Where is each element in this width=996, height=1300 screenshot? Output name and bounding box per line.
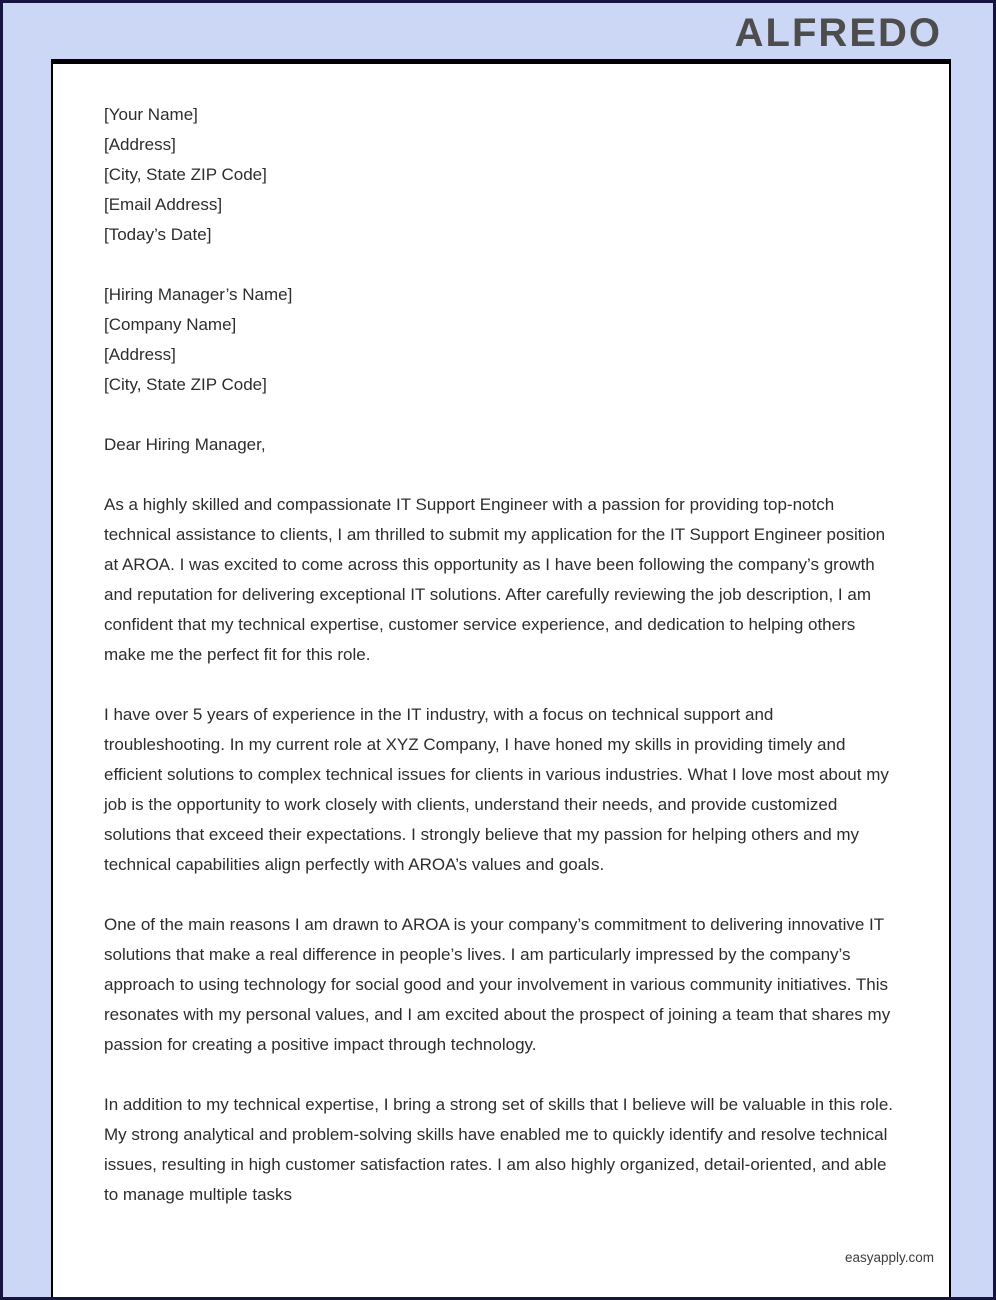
sender-name-line: [Your Name]: [104, 105, 198, 124]
sender-date-line: [Today’s Date]: [104, 225, 212, 244]
salutation: Dear Hiring Manager,: [104, 435, 266, 454]
sender-address-block: [104, 100, 894, 250]
recipient-address-block: [104, 280, 894, 400]
paragraph-motivation: One of the main reasons I am drawn to AROA is your company’s commitment to delivering innovative IT solutions that make a real difference in people’s lives. I am particularly impressed by the company’s approach to using technology for social good and your involvement in various community initiatives. This resonates with my personal values, and I am excited about the prospect of joining a team that shares my passion for creating a positive impact through technology.: [104, 915, 891, 1054]
sender-city-line: [City, State ZIP Code]: [104, 165, 267, 184]
recipient-address-line: [Address]: [104, 345, 176, 364]
sender-address-line: [Address]: [104, 135, 176, 154]
letter-content: [53, 64, 949, 1210]
brand-logo: ALFREDO: [734, 11, 942, 55]
paragraph-skills: In addition to my technical expertise, I bring a strong set of skills that I believe will be valuable in this role. My strong analytical and problem-solving skills have enabled me to quickly identify and resolve technical issues, resulting in high customer satisfaction rates. I am also highly organized, detail-oriented, and able to manage multiple tasks: [104, 1095, 894, 1204]
paragraph-intro: As a highly skilled and compassionate IT Support Engineer with a passion for providing top-notch technical assistance to clients, I am thrilled to submit my application for the IT Support Engineer position at AROA. I was excited to come across this opportunity as I have been following the company’s growth and reputation for delivering exceptional IT solutions. After carefully reviewing the job description, I am confident that my technical expertise, customer service experience, and dedication to helping others make me the perfect fit for this role.: [104, 495, 886, 664]
recipient-name-line: [Hiring Manager’s Name]: [104, 285, 293, 304]
paragraph-experience: I have over 5 years of experience in the IT industry, with a focus on technical support and troubleshooting. In my current role at XYZ Company, I have honed my skills in providing timely and efficient solutions to complex technical issues for clients in various industries. What I love most about my job is the opportunity to work closely with clients, understand their needs, and provide customized solutions that exceed their expectations. I strongly believe that my passion for helping others and my technical capabilities align perfectly with AROA’s values and goals.: [104, 705, 889, 874]
sender-email-line: [Email Address]: [104, 195, 223, 214]
recipient-city-line: [City, State ZIP Code]: [104, 375, 267, 394]
recipient-company-line: [Company Name]: [104, 315, 237, 334]
letter-page: [51, 59, 951, 1299]
watermark-site-text: easyapply.com: [844, 1250, 934, 1265]
